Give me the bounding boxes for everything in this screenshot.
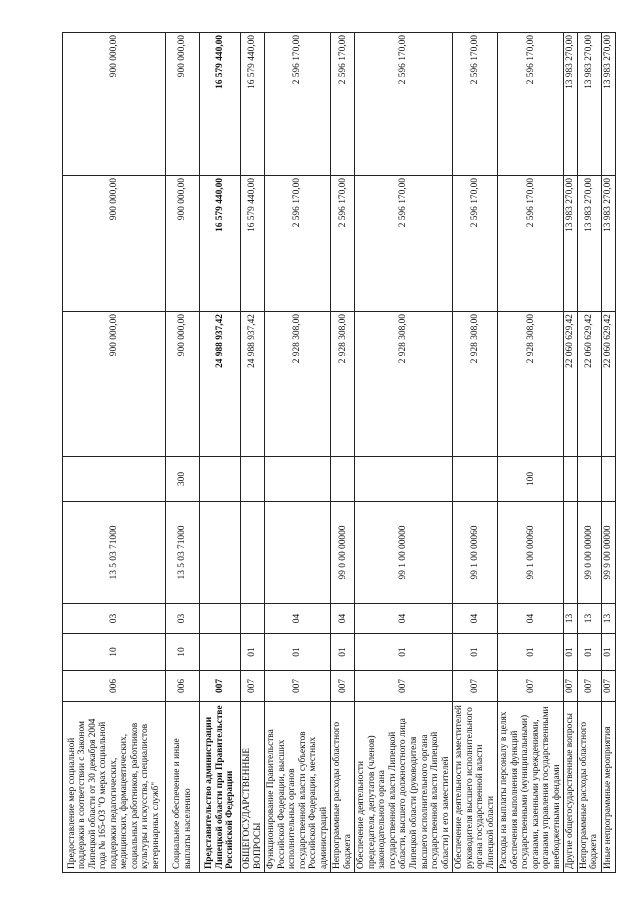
cell-podrazdel: 13 — [577, 604, 601, 634]
cell-podrazdel: 04 — [453, 604, 498, 634]
cell-grbs: 007 — [331, 671, 355, 702]
cell-podrazdel: 04 — [355, 604, 453, 634]
cell-expense-type: 100 — [498, 457, 564, 502]
cell-name: Расходы на выплаты персоналу в целях обеспечения выполнения функций государственными (муниципальными) органами, казенными учреждениями, органами управления государственными внебюджетными фондами — [498, 702, 564, 873]
cell-target-article: 99 0 00 00000 — [331, 502, 355, 604]
table-row — [331, 33, 355, 873]
cell-name: Обеспечение деятельности заместителей руководителя высшего исполнительного органа государственной власти Липецкой области — [453, 702, 498, 873]
cell-razdel: 01 — [564, 634, 578, 671]
cell-sum-1: 900 000,00 — [63, 312, 166, 457]
cell-name: Функционирование Правительства Российской Федерации, высших исполнительных органов государственной власти субъектов Российской Федерации, местных администраций — [265, 702, 331, 873]
cell-podrazdel: 04 — [498, 604, 564, 634]
cell-sum-2: 900 000,00 — [63, 176, 166, 312]
table-row — [241, 33, 265, 873]
cell-sum-1: 22 060 629,42 — [602, 312, 616, 457]
cell-name: Иные непрограммные мероприятия — [602, 702, 616, 873]
cell-name: Социальное обеспечение и иные выплаты населению — [166, 702, 200, 873]
cell-target-article — [564, 502, 578, 604]
cell-sum-2: 13 983 270,00 — [577, 176, 601, 312]
cell-expense-type — [355, 457, 453, 502]
cell-podrazdel — [200, 604, 241, 634]
cell-podrazdel: 03 — [63, 604, 166, 634]
cell-sum-3: 13 983 270,00 — [577, 33, 601, 176]
cell-podrazdel — [241, 604, 265, 634]
cell-razdel: 01 — [331, 634, 355, 671]
cell-sum-3: 16 579 440,00 — [241, 33, 265, 176]
cell-grbs: 007 — [498, 671, 564, 702]
cell-sum-1: 900 000,00 — [166, 312, 200, 457]
cell-podrazdel: 03 — [166, 604, 200, 634]
cell-razdel: 01 — [265, 634, 331, 671]
cell-sum-2: 16 579 440,00 — [200, 176, 241, 312]
cell-grbs: 006 — [166, 671, 200, 702]
cell-sum-3: 2 596 170,00 — [355, 33, 453, 176]
cell-sum-3: 13 983 270,00 — [602, 33, 616, 176]
cell-sum-2: 13 983 270,00 — [564, 176, 578, 312]
cell-razdel: 01 — [241, 634, 265, 671]
cell-sum-1: 22 060 629,42 — [577, 312, 601, 457]
cell-sum-1: 2 928 308,00 — [355, 312, 453, 457]
cell-target-article: 99 9 00 00000 — [602, 502, 616, 604]
cell-expense-type — [63, 457, 166, 502]
cell-sum-1: 22 060 629,42 — [564, 312, 578, 457]
cell-target-article: 99 0 00 00000 — [577, 502, 601, 604]
rotated-table-container — [62, 33, 612, 873]
table-row — [498, 33, 564, 873]
cell-grbs: 007 — [265, 671, 331, 702]
cell-sum-3: 2 596 170,00 — [498, 33, 564, 176]
cell-sum-2: 2 596 170,00 — [355, 176, 453, 312]
cell-grbs: 007 — [200, 671, 241, 702]
cell-target-article: 13 5 03 71000 — [63, 502, 166, 604]
cell-podrazdel: 04 — [331, 604, 355, 634]
cell-razdel: 01 — [577, 634, 601, 671]
cell-target-article — [241, 502, 265, 604]
budget-table — [62, 32, 616, 873]
cell-grbs: 007 — [355, 671, 453, 702]
cell-sum-2: 900 000,00 — [166, 176, 200, 312]
cell-sum-3: 2 596 170,00 — [331, 33, 355, 176]
cell-expense-type — [564, 457, 578, 502]
table-row — [453, 33, 498, 873]
cell-sum-3: 16 579 440,00 — [200, 33, 241, 176]
cell-sum-3: 13 983 270,00 — [564, 33, 578, 176]
table-row — [602, 33, 616, 873]
cell-target-article: 99 1 00 00060 — [453, 502, 498, 604]
table-row — [564, 33, 578, 873]
cell-sum-2: 2 596 170,00 — [331, 176, 355, 312]
cell-sum-3: 900 000,00 — [63, 33, 166, 176]
cell-razdel — [200, 634, 241, 671]
cell-sum-1: 2 928 308,00 — [331, 312, 355, 457]
cell-expense-type — [200, 457, 241, 502]
cell-grbs: 007 — [241, 671, 265, 702]
cell-sum-1: 2 928 308,00 — [498, 312, 564, 457]
cell-sum-2: 2 596 170,00 — [265, 176, 331, 312]
table-row — [200, 33, 241, 873]
cell-sum-2: 16 579 440,00 — [241, 176, 265, 312]
cell-grbs: 007 — [453, 671, 498, 702]
cell-target-article: 99 1 00 00060 — [498, 502, 564, 604]
cell-razdel: 01 — [355, 634, 453, 671]
cell-name: Другие общегосударственные вопросы — [564, 702, 578, 873]
cell-razdel: 01 — [498, 634, 564, 671]
table-row — [63, 33, 166, 873]
cell-name: ОБЩЕГОСУДАРСТВЕННЫЕ ВОПРОСЫ — [241, 702, 265, 873]
cell-sum-1: 2 928 308,00 — [453, 312, 498, 457]
cell-expense-type — [265, 457, 331, 502]
cell-expense-type — [577, 457, 601, 502]
cell-podrazdel: 13 — [564, 604, 578, 634]
cell-sum-3: 2 596 170,00 — [265, 33, 331, 176]
cell-expense-type: 300 — [166, 457, 200, 502]
cell-sum-1: 24 988 937,42 — [241, 312, 265, 457]
table-row — [355, 33, 453, 873]
table-body — [63, 33, 616, 873]
table-row — [166, 33, 200, 873]
cell-razdel: 10 — [166, 634, 200, 671]
cell-grbs: 006 — [63, 671, 166, 702]
cell-sum-2: 13 983 270,00 — [602, 176, 616, 312]
cell-sum-1: 2 928 308,00 — [265, 312, 331, 457]
cell-name: Непрограммные расходы областного бюджета — [577, 702, 601, 873]
cell-expense-type — [241, 457, 265, 502]
cell-sum-3: 2 596 170,00 — [453, 33, 498, 176]
cell-sum-2: 2 596 170,00 — [498, 176, 564, 312]
cell-name: Обеспечение деятельности председателя, депутатов (членов) законодательного органа государственной власти Липецкой области, высшего должностного лица Липецкой области (руководителя высшего исполнительного органа государственной власти Липецкой области) и его заместителей — [355, 702, 453, 873]
cell-sum-3: 900 000,00 — [166, 33, 200, 176]
cell-target-article — [265, 502, 331, 604]
cell-target-article: 99 1 00 00000 — [355, 502, 453, 604]
cell-grbs: 007 — [602, 671, 616, 702]
cell-sum-1: 24 988 937,42 — [200, 312, 241, 457]
cell-name: Непрограммные расходы областного бюджета — [331, 702, 355, 873]
cell-podrazdel: 13 — [602, 604, 616, 634]
table-row — [265, 33, 331, 873]
cell-target-article: 13 5 03 71000 — [166, 502, 200, 604]
cell-name: Предоставление мер социальной поддержки в соответствии с Законом Липецкой области от 30 декабря 2004 года № 165-ОЗ "О мерах социальной поддержки педагогических, медицинских, фармацевтических, социальных работников, работников культуры и искусства, специалистов ветеринарных служб" — [63, 702, 166, 873]
cell-expense-type — [331, 457, 355, 502]
cell-podrazdel: 04 — [265, 604, 331, 634]
cell-grbs: 007 — [564, 671, 578, 702]
cell-razdel: 01 — [602, 634, 616, 671]
cell-expense-type — [453, 457, 498, 502]
cell-sum-2: 2 596 170,00 — [453, 176, 498, 312]
cell-expense-type — [602, 457, 616, 502]
cell-razdel: 01 — [453, 634, 498, 671]
cell-razdel: 10 — [63, 634, 166, 671]
cell-grbs: 007 — [577, 671, 601, 702]
table-row — [577, 33, 601, 873]
cell-name: Представительство администрации Липецкой области при Правительстве Российской Федерации — [200, 702, 241, 873]
cell-target-article — [200, 502, 241, 604]
